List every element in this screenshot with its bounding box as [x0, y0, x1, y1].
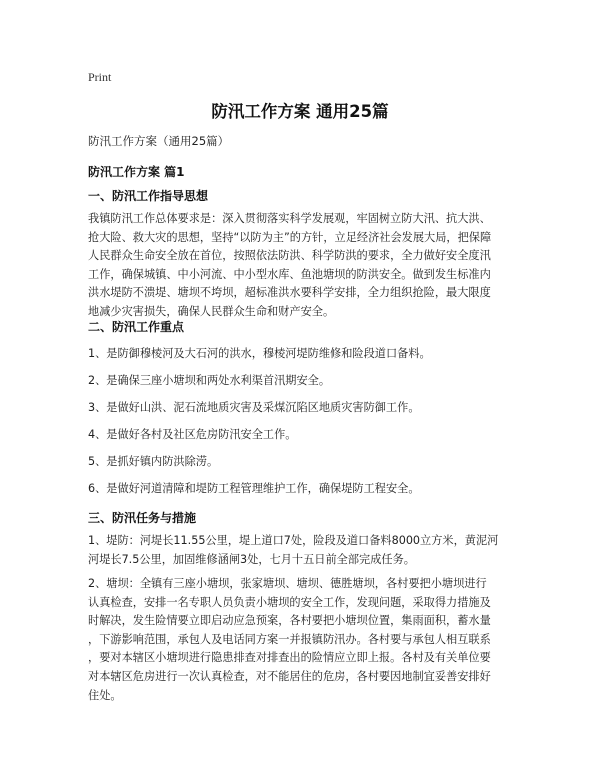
paragraph-line: 河堤长7.5公里，加固维修涵闸3处，七月十五日前全部完成任务。	[88, 552, 415, 566]
list-item: 4、是做好各村及社区危房防汛安全工作。	[88, 428, 297, 441]
paragraph-line: 1、堤防：河堤长11.55公里，堤上道口7处，险段及道口备料8000立方米，黄泥河	[88, 534, 499, 547]
doc-subtitle: 防汛工作方案（通用25篇）	[88, 134, 230, 148]
paragraph-line: 认真检查，安排一名专职人员负责小塘坝的安全工作，发现问题，采取得力措施及	[88, 595, 491, 609]
part-title: 防汛工作方案 篇1	[88, 165, 185, 179]
section-heading-2: 二、防汛工作重点	[88, 320, 185, 334]
list-item: 1、是防御穆棱河及大石河的洪水，穆棱河堤防维修和险段道口备料。	[88, 347, 431, 360]
paragraph-line: ，要对本辖区小塘坝进行隐患排查对排查出的险情应立即上报。各村及有关单位要	[88, 651, 491, 665]
list-item: 3、是做好山洪、泥石流地质灾害及采煤沉陷区地质灾害防御工作。	[88, 401, 420, 414]
paragraph-line: 对本辖区危房进行一次认真检查，对不能居住的危房，各村要因地制宜妥善安排好	[88, 669, 491, 683]
section-1-paragraph	[88, 210, 520, 322]
list-item: 5、是抓好镇内防洪除涝。	[88, 455, 219, 468]
paragraph-line: 抢大险、救大灾的思想，坚持“以防为主”的方针，立足经济社会发展大局，把保障	[88, 230, 492, 244]
paragraph-line: 人民群众生命安全放在首位，按照依法防洪、科学防洪的要求，全力做好安全度汛	[88, 249, 491, 263]
paragraph-line: 2、塘坝：全镇有三座小塘坝，张家塘坝、塘坝、德胜塘坝，各村要把小塘坝进行	[88, 577, 487, 590]
list-item: 2、是确保三座小塘坝和两处水利渠首汛期安全。	[88, 374, 331, 387]
section-heading-1: 一、防汛工作指导思想	[88, 189, 209, 203]
page-title: 防汛工作方案 通用25篇	[211, 102, 389, 121]
list-item: 6、是做好河道清障和堤防工程管理维护工作，确保堤防工程安全。	[88, 482, 420, 495]
paragraph-line: 我镇防汛工作总体要求是：深入贯彻落实科学发展观，牢固树立防大汛、抗大洪、	[88, 212, 491, 225]
paragraph-line: ，下游影响范围，承包人及电话同方案一并报镇防汛办。各村要与承包人相互联系	[88, 632, 491, 646]
section-heading-3: 三、防汛任务与措施	[88, 511, 197, 525]
section-3-paragraph-1	[88, 532, 520, 569]
paragraph-line: 地减少灾害损失，确保人民群众生命和财产安全。	[88, 304, 335, 318]
paragraph-line: 洪水堤防不溃堤、塘坝不垮坝，超标准洪水要科学安排，全力组织抢险，最大限度	[88, 286, 491, 300]
print-link[interactable]: Print	[88, 70, 112, 84]
paragraph-line: 住处。	[88, 688, 122, 702]
paragraph-line: 时解决，发生险情要立即启动应急预案，各村要把小塘坝位置，集雨面积，蓄水量	[88, 614, 491, 628]
section-3-paragraph-2	[88, 575, 520, 705]
paragraph-line: 工作，确保城镇、中小河流、中小型水库、鱼池塘坝的防洪安全。做到发生标准内	[88, 267, 491, 281]
